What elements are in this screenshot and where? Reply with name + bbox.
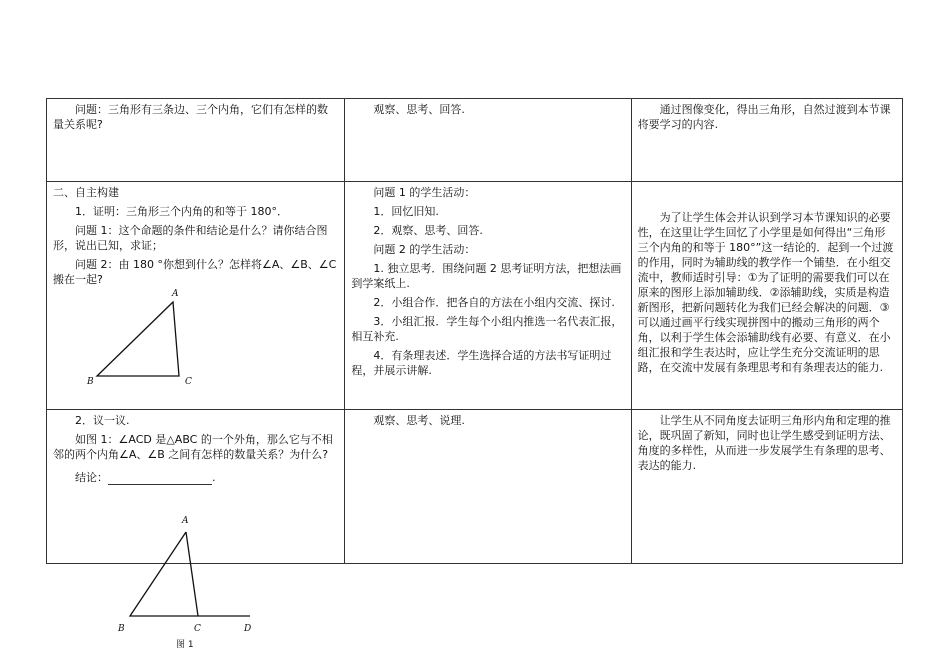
fig1-vertex-d-label: D	[244, 624, 252, 634]
activity-line: 2．小组合作．把各自的方法在小组内交流、探讨.	[373, 296, 615, 309]
intent-text: 让学生从不同角度去证明三角形内角和定理的推论，既巩固了新知，同时也让学生感受到证明方法、角度的多样性，从而进一步发展学生有条理的思考、表达的能力.	[637, 414, 891, 472]
activity-line: 1．回忆旧知.	[373, 205, 439, 218]
fig1-vertex-a-label: A	[182, 516, 189, 526]
activity-line: 3．小组汇报．学生每个小组内推选一名代表汇报，相互补充.	[351, 315, 623, 343]
conclusion-end: .	[212, 471, 216, 484]
row3-col2	[345, 410, 631, 564]
vertex-a-label: A	[172, 289, 179, 299]
activity-text: 观察、思考、回答.	[373, 103, 465, 116]
row1-col1	[47, 99, 345, 182]
triangle-figure	[53, 287, 338, 387]
question-2: 问题 2：由 180 °你想到什么？怎样将∠A、∠B、∠C 搬在一起?	[53, 258, 337, 286]
row2-col3	[631, 182, 902, 410]
triangle-svg	[83, 287, 223, 387]
table-row	[47, 182, 903, 410]
section-heading: 二、自主构建	[53, 186, 119, 199]
item-2: 2．议一议.	[75, 414, 130, 427]
conclusion-line	[53, 470, 338, 485]
row1-col2	[345, 99, 631, 182]
row2-col2	[345, 182, 631, 410]
question-1: 问题 1：这个命题的条件和结论是什么？请你结合图形，说出已知，求证；	[53, 224, 328, 252]
figure-caption: 图 1	[176, 640, 194, 650]
vertex-b-label: B	[87, 377, 94, 387]
figure-1-side-ac	[186, 532, 198, 616]
intent-text: 为了让学生体会并认识到学习本节课知识的必要性，在这里让学生回忆了小学里是如何得出“三角形三个内角的和等于 180°”这一结论的．起到一个过渡的作用，同时为辅助线的教学作一个铺垫．在小组交流中，教师适时引导：①为了证明的需要我们可以在原来的图形上添加辅助线．②添辅助线，实质是构造新图形，把新问题转化为我们已经会解决的问题．③可以通过画平行线实现拼图中的搬动三角形的两个角，以利于学生体会添辅助线有必要、有意义．在小组汇报和学生表达时，应让学生充分交流证明的思路，在交流中发展有条理思考和有条理表达的能力.	[637, 211, 894, 374]
row1-col3	[631, 99, 902, 182]
activity-line: 问题 1 的学生活动：	[373, 186, 476, 199]
activity-line: 4．有条理表述．学生选择合适的方法书写证明过程，并展示讲解.	[351, 349, 612, 377]
row2-col1	[47, 182, 345, 410]
activity-line: 问题 2 的学生活动：	[373, 243, 476, 256]
lesson-plan-table	[46, 98, 903, 564]
fig1-vertex-c-label: C	[194, 624, 201, 634]
figure-1	[110, 512, 270, 652]
figure-1-lines	[130, 532, 250, 616]
fig1-vertex-b-label: B	[118, 624, 125, 634]
exterior-angle-question: 如图 1：∠ACD 是△ABC 的一个外角，那么它与不相邻的两个内角∠A、∠B 之间有怎样的数量关系？为什么?	[53, 433, 333, 461]
activity-line: 2．观察、思考、回答.	[373, 224, 483, 237]
triangle-abc	[97, 302, 179, 376]
activity-line: 1. 独立思考．围绕问题 2 思考证明方法，把想法画到学案纸上.	[351, 262, 622, 290]
question-text: 问题：三角形有三条边、三个内角，它们有怎样的数量关系呢?	[53, 103, 328, 131]
table-row	[47, 99, 903, 182]
conclusion-blank	[108, 473, 212, 485]
item-1: 1．证明：三角形三个内角的和等于 180°．	[75, 205, 288, 218]
row3-col3	[631, 410, 902, 564]
intent-text: 通过图像变化，得出三角形，自然过渡到本节课将要学习的内容.	[637, 103, 891, 131]
conclusion-label: 结论：	[75, 471, 108, 484]
vertex-c-label: C	[185, 377, 192, 387]
activity-text: 观察、思考、说理.	[373, 414, 465, 427]
